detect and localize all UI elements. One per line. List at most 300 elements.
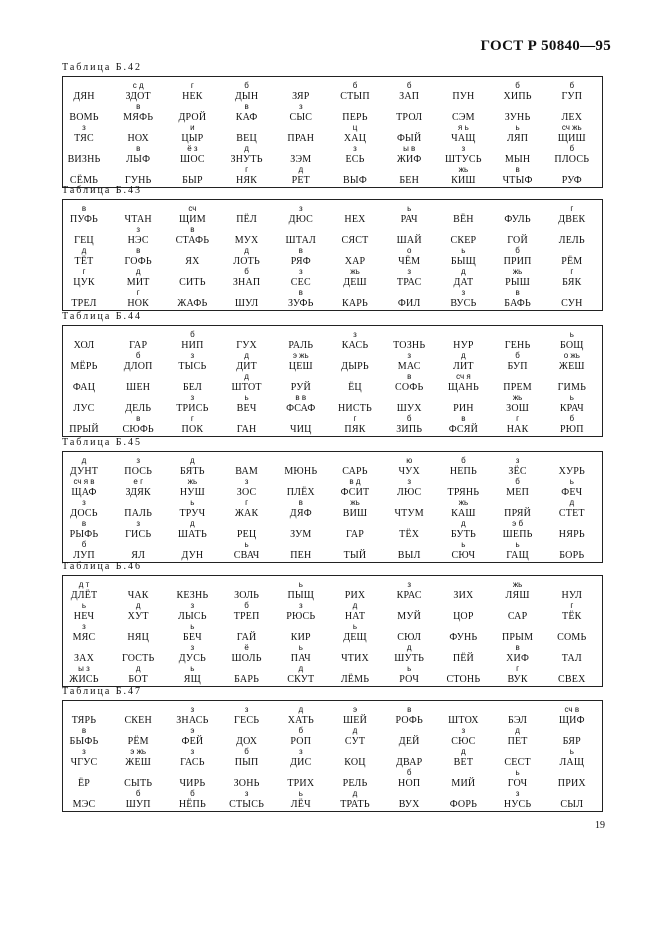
transcription-mark	[274, 123, 328, 133]
transcription-mark: б	[244, 747, 249, 756]
word-cell	[220, 267, 274, 289]
transcription-mark: б	[515, 351, 520, 360]
syllable-word: РЫФЬ	[69, 529, 99, 540]
transcription-mark: э	[190, 726, 195, 735]
word-cell	[491, 705, 545, 727]
transcription-mark	[220, 204, 274, 214]
syllable-word: ГОФЬ	[124, 256, 152, 267]
syllable-word: ЗОЛЬ	[234, 590, 260, 601]
word-cell	[165, 144, 219, 166]
word-cell	[382, 288, 436, 310]
transcription-mark: д	[81, 456, 87, 465]
syllable-word: ЗЯР	[292, 91, 310, 102]
transcription-mark	[111, 768, 165, 778]
syllable-word: СУН	[561, 298, 583, 309]
transcription-mark	[165, 165, 219, 175]
word-cell	[274, 540, 328, 562]
transcription-mark	[491, 144, 545, 154]
transcription-mark: д	[569, 498, 575, 507]
table-row	[63, 540, 602, 564]
transcription-mark: ё	[244, 643, 249, 652]
word-cell	[328, 267, 382, 289]
word-cell	[491, 768, 545, 790]
table-row	[63, 414, 602, 438]
syllable-word: СЮС	[451, 736, 476, 747]
word-cell	[57, 622, 111, 644]
transcription-mark	[382, 726, 436, 736]
transcription-mark: б	[515, 477, 520, 486]
word-cell	[220, 246, 274, 268]
word-cell	[220, 414, 274, 436]
syllable-word: ЧТУМ	[394, 508, 424, 519]
word-cell	[545, 144, 599, 166]
word-cell	[165, 372, 219, 394]
word-cell	[382, 643, 436, 665]
syllable-word: ЧАК	[127, 590, 149, 601]
syllable-word: БОЩ	[560, 340, 584, 351]
syllable-word: ВУСЬ	[450, 298, 477, 309]
word-cell	[328, 747, 382, 769]
syllable-word: ЁР	[77, 778, 91, 789]
transcription-mark: г	[245, 498, 249, 507]
transcription-mark: д	[81, 246, 87, 255]
transcription-mark: г	[190, 414, 194, 423]
word-cell	[545, 123, 599, 145]
syllable-word: ДАТ	[453, 277, 474, 288]
transcription-mark	[545, 580, 599, 590]
transcription-mark	[57, 144, 111, 154]
word-cell	[545, 580, 599, 602]
transcription-mark: з	[298, 747, 303, 756]
syllable-word: ФСЯЙ	[448, 424, 479, 435]
transcription-mark	[382, 622, 436, 632]
word-cell	[274, 372, 328, 394]
word-cell	[436, 789, 490, 811]
transcription-mark	[436, 225, 490, 235]
table-row	[63, 789, 602, 813]
transcription-mark	[328, 225, 382, 235]
word-cell	[220, 498, 274, 520]
word-cell	[57, 414, 111, 436]
syllable-word: РЁМ	[561, 256, 583, 267]
word-cell	[57, 204, 111, 226]
syllable-word: ТЫСЬ	[178, 361, 207, 372]
word-cell	[165, 123, 219, 145]
syllable-word: РЮСЬ	[286, 611, 316, 622]
syllable-word: ЖАК	[234, 508, 259, 519]
transcription-mark: б	[244, 267, 249, 276]
word-cell	[220, 747, 274, 769]
syllable-word: ВЁН	[453, 214, 474, 225]
syllable-word: ШТОТ	[231, 382, 262, 393]
syllable-word: ПУФЬ	[69, 214, 98, 225]
word-cell	[328, 102, 382, 124]
word-cell	[165, 664, 219, 686]
word-cell	[436, 225, 490, 247]
transcription-mark: г	[570, 267, 574, 276]
transcription-mark	[545, 246, 599, 256]
transcription-mark: ь	[244, 393, 249, 402]
transcription-mark: сч я в	[73, 477, 95, 486]
transcription-mark	[382, 789, 436, 799]
syllable-word: НЕПЬ	[449, 466, 477, 477]
word-cell	[491, 372, 545, 394]
transcription-mark: о	[406, 246, 412, 255]
transcription-mark	[545, 519, 599, 529]
syllable-word: ЗАП	[399, 91, 420, 102]
transcription-mark	[382, 601, 436, 611]
word-cell	[274, 393, 328, 415]
word-cell	[57, 768, 111, 790]
syllable-word: ЁЦ	[348, 382, 362, 393]
syllable-word: БОРЬ	[559, 550, 585, 561]
word-cell	[382, 351, 436, 373]
syllable-word: ДЫРЬ	[341, 361, 369, 372]
word-cell	[491, 102, 545, 124]
transcription-mark	[436, 477, 490, 487]
word-cell	[57, 330, 111, 352]
syllable-word: ПЛЁХ	[286, 487, 315, 498]
syllable-word: ЛИТ	[453, 361, 474, 372]
syllable-word: ДЕЙ	[398, 736, 420, 747]
word-cell	[111, 622, 165, 644]
syllable-word: ЛОТЬ	[233, 256, 260, 267]
word-cell	[436, 393, 490, 415]
syllable-word: ПЫЩ	[287, 590, 315, 601]
syllable-word: ЯХ	[185, 256, 200, 267]
syllable-word: НОК	[127, 298, 150, 309]
syllable-word: ПРЫЙ	[69, 424, 99, 435]
word-cell	[491, 123, 545, 145]
transcription-mark: з	[136, 519, 141, 528]
transcription-mark: д	[244, 351, 249, 360]
syllable-word: ГАЩ	[506, 550, 529, 561]
transcription-mark	[491, 498, 545, 508]
syllable-word: КРАЧ	[559, 403, 584, 414]
word-cell	[545, 747, 599, 769]
transcription-mark	[382, 288, 436, 298]
syllable-word: РОЧ	[399, 674, 420, 685]
transcription-mark: б	[569, 414, 575, 423]
syllable-word: БУП	[507, 361, 528, 372]
syllable-word: БЫР	[182, 175, 203, 186]
word-cell	[436, 477, 490, 499]
transcription-mark: д	[135, 601, 141, 610]
transcription-mark	[545, 102, 599, 112]
word-cell	[545, 393, 599, 415]
syllable-word: ШЕН	[126, 382, 151, 393]
word-cell	[165, 747, 219, 769]
transcription-mark	[165, 102, 219, 112]
syllable-word: СКЕР	[450, 235, 477, 246]
transcription-mark	[436, 393, 490, 403]
transcription-mark	[111, 540, 165, 550]
syllable-word: ЩАНЬ	[447, 382, 479, 393]
word-cell	[220, 123, 274, 145]
transcription-mark: б	[190, 789, 195, 798]
transcription-mark: з	[298, 601, 303, 610]
word-cell	[57, 726, 111, 748]
word-cell	[165, 540, 219, 562]
transcription-mark	[436, 622, 490, 632]
syllable-word: СВЕХ	[558, 674, 586, 685]
word-cell	[111, 123, 165, 145]
syllable-word: КАСЬ	[341, 340, 369, 351]
transcription-mark	[220, 519, 274, 529]
word-cell	[491, 330, 545, 352]
word-cell	[382, 267, 436, 289]
word-cell	[382, 519, 436, 541]
transcription-mark	[57, 414, 111, 424]
transcription-mark	[436, 580, 490, 590]
transcription-mark: в д	[349, 477, 361, 486]
syllable-word: ТЫЙ	[343, 550, 367, 561]
syllable-word: СЫТЬ	[124, 778, 153, 789]
word-cell	[111, 102, 165, 124]
syllable-word: НЕЧ	[73, 611, 95, 622]
word-cell	[57, 351, 111, 373]
transcription-mark: з	[244, 789, 249, 798]
transcription-mark: д	[352, 601, 358, 610]
word-cell	[328, 789, 382, 811]
word-cell	[328, 601, 382, 623]
transcription-mark: б	[298, 726, 304, 735]
word-cell	[382, 456, 436, 478]
word-cell	[57, 123, 111, 145]
transcription-mark	[328, 456, 382, 466]
word-cell	[220, 601, 274, 623]
syllable-word: ТРИХ	[287, 778, 315, 789]
transcription-mark	[165, 580, 219, 590]
transcription-mark	[545, 456, 599, 466]
syllable-word: ШАТЬ	[177, 529, 207, 540]
transcription-mark	[436, 102, 490, 112]
word-cell	[545, 705, 599, 727]
transcription-mark	[57, 102, 111, 112]
word-cell	[545, 414, 599, 436]
word-cell	[382, 414, 436, 436]
syllable-word: ЛЫСЬ	[178, 611, 207, 622]
word-cell	[545, 768, 599, 790]
transcription-mark: ь	[298, 643, 303, 652]
transcription-mark: э	[352, 705, 358, 714]
syllable-word: СЕСТ	[504, 757, 531, 768]
word-cell	[491, 789, 545, 811]
word-cell	[382, 102, 436, 124]
transcription-mark: ь	[352, 622, 358, 631]
word-cell	[436, 204, 490, 226]
word-cell	[491, 726, 545, 748]
word-cell	[274, 456, 328, 478]
transcription-mark	[328, 768, 382, 778]
transcription-mark: з	[298, 102, 303, 111]
syllable-word: ГОЧ	[507, 778, 528, 789]
syllable-word: ЧИРЬ	[179, 778, 206, 789]
transcription-mark: б	[81, 540, 87, 549]
word-cell	[491, 414, 545, 436]
transcription-mark	[328, 288, 382, 298]
word-cell	[545, 540, 599, 562]
syllable-word: ЧТАН	[124, 214, 152, 225]
word-cell	[382, 580, 436, 602]
syllable-word: ХУТ	[127, 611, 149, 622]
word-cell	[111, 768, 165, 790]
transcription-mark: в	[81, 519, 87, 528]
word-cell	[491, 540, 545, 562]
syllable-word: РЕТ	[291, 175, 310, 186]
word-cell	[274, 726, 328, 748]
transcription-mark	[111, 372, 165, 382]
transcription-mark: б	[461, 456, 466, 465]
transcription-mark	[545, 225, 599, 235]
transcription-mark	[545, 540, 599, 550]
word-cell	[111, 477, 165, 499]
word-cell	[111, 351, 165, 373]
syllable-word: КИШ	[451, 175, 476, 186]
syllable-word: СИТЬ	[179, 277, 206, 288]
word-cell	[545, 165, 599, 187]
syllable-word: ГАСЬ	[180, 757, 205, 768]
syllable-word: ГЕСЬ	[234, 715, 260, 726]
word-cell	[57, 144, 111, 166]
syllable-word: НЭС	[127, 235, 149, 246]
word-cell	[382, 789, 436, 811]
word-cell	[274, 102, 328, 124]
syllable-word: СОФЬ	[394, 382, 424, 393]
word-cell	[382, 540, 436, 562]
word-cell	[57, 601, 111, 623]
word-cell	[165, 456, 219, 478]
transcription-mark: сч в	[564, 705, 580, 714]
word-cell	[220, 393, 274, 415]
word-cell	[382, 664, 436, 686]
syllable-word: МЁРЬ	[70, 361, 98, 372]
syllable-word: ПЕТ	[507, 736, 528, 747]
word-cell	[491, 246, 545, 268]
syllable-word: НЁПЬ	[178, 799, 206, 810]
syllable-word: КАРЬ	[342, 298, 368, 309]
syllable-word: РУФ	[561, 175, 582, 186]
transcription-mark: д	[135, 664, 141, 673]
transcription-mark: д	[298, 165, 304, 174]
transcription-mark: з	[407, 267, 412, 276]
word-cell	[274, 768, 328, 790]
syllable-word: РАЧ	[400, 214, 418, 225]
word-cell	[328, 477, 382, 499]
word-cell	[165, 519, 219, 541]
syllable-word: СЮЛ	[397, 632, 422, 643]
table-row	[63, 664, 602, 688]
syllable-word: ГИСЬ	[125, 529, 152, 540]
transcription-mark	[382, 519, 436, 529]
word-cell	[328, 351, 382, 373]
word-cell	[328, 81, 382, 103]
syllable-word: БЕЛ	[182, 382, 202, 393]
transcription-mark: ь	[407, 664, 412, 673]
word-cell	[111, 267, 165, 289]
transcription-mark	[545, 768, 599, 778]
transcription-mark: и	[190, 123, 195, 132]
syllable-word: ДУНТ	[69, 466, 99, 477]
word-cell	[382, 768, 436, 790]
transcription-mark	[57, 789, 111, 799]
syllable-word: ДЛЁТ	[70, 590, 98, 601]
syllable-word: ЛУС	[73, 403, 95, 414]
word-cell	[57, 246, 111, 268]
transcription-mark	[274, 330, 328, 340]
syllable-word: РЕЦ	[236, 529, 257, 540]
transcription-mark	[436, 768, 490, 778]
transcription-mark	[491, 225, 545, 235]
transcription-mark: ц	[352, 123, 358, 132]
syllable-word: ЗИПЬ	[396, 424, 423, 435]
word-cell	[328, 123, 382, 145]
transcription-mark	[111, 726, 165, 736]
transcription-mark: д	[298, 664, 304, 673]
transcription-mark: жь	[512, 393, 523, 402]
syllable-word: ПРИХ	[557, 778, 586, 789]
syllable-word: БЯР	[562, 736, 581, 747]
word-cell	[274, 267, 328, 289]
word-cell	[274, 351, 328, 373]
word-cell	[491, 519, 545, 541]
syllable-word: ХИФ	[506, 653, 530, 664]
word-cell	[436, 351, 490, 373]
transcription-mark: г	[82, 267, 86, 276]
syllable-word: БЕН	[399, 175, 420, 186]
table-caption: Таблица Б.42	[62, 62, 143, 73]
syllable-word: ГАР	[345, 529, 365, 540]
word-cell	[382, 204, 436, 226]
word-cell	[436, 414, 490, 436]
transcription-mark	[111, 580, 165, 590]
transcription-mark: сч я	[456, 372, 471, 381]
syllable-word: СТЕТ	[558, 508, 585, 519]
syllable-word: КЕЗНЬ	[176, 590, 209, 601]
transcription-mark: б	[244, 601, 249, 610]
word-cell	[57, 498, 111, 520]
syllable-word: НУР	[453, 340, 474, 351]
syllable-word: НАК	[506, 424, 529, 435]
word-cell	[111, 747, 165, 769]
syllable-word: НИП	[181, 340, 204, 351]
word-cell	[491, 477, 545, 499]
word-cell	[220, 622, 274, 644]
transcription-mark	[382, 102, 436, 112]
word-cell	[165, 393, 219, 415]
word-cell	[111, 643, 165, 665]
transcription-mark: д	[298, 705, 304, 714]
transcription-mark: д	[352, 726, 358, 735]
transcription-mark: б	[406, 81, 412, 90]
syllable-word: СТАФЬ	[175, 235, 210, 246]
syllable-word: ПРАН	[287, 133, 315, 144]
transcription-mark: в	[298, 498, 303, 507]
transcription-mark: жь	[350, 498, 360, 507]
transcription-mark: в	[515, 643, 520, 652]
transcription-mark: в	[298, 246, 303, 255]
syllable-word: ГАН	[236, 424, 257, 435]
word-cell	[57, 165, 111, 187]
syllable-word: НУЛ	[561, 590, 583, 601]
syllable-word: РОФЬ	[395, 715, 423, 726]
syllable-word: РАЛЬ	[288, 340, 314, 351]
transcription-mark	[328, 102, 382, 112]
syllable-word: ХИПЬ	[503, 91, 532, 102]
word-cell	[328, 165, 382, 187]
transcription-mark: з	[190, 393, 195, 402]
word-cell	[274, 519, 328, 541]
